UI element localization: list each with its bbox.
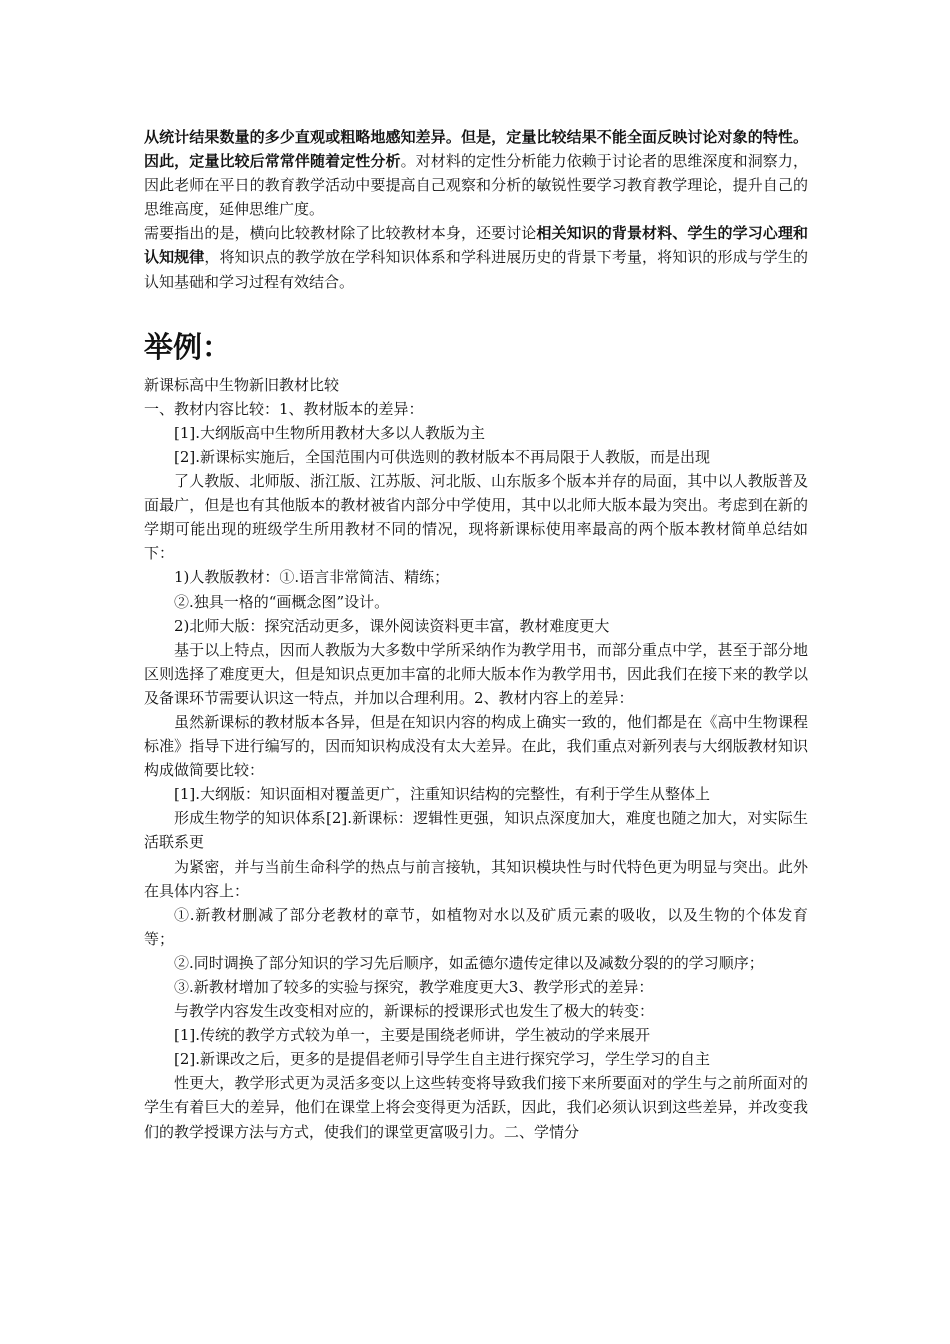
document-page	[144, 125, 808, 1144]
section-heading: 举例：	[144, 329, 232, 364]
body-line: [1].大纲版高中生物所用教材大多以人教版为主	[174, 423, 486, 442]
body-paragraph: 虽然新课标的教材版本各异，但是在知识内容的构成上确实一致的，他们都是在《高中生物课程标准》指导下进行编写的，因而知识构成没有太大差异。在此，我们重点对新列表与大纲版教材知识构成做简要比较：	[144, 712, 808, 780]
intro-bold-text: 从统计结果数量的多少直观或粗略地感知差异。但是，定量比较结果不能全面反映讨论对象的特性。因此，定量比较后常常伴随着定性分析	[144, 128, 808, 171]
body-paragraph: 为紧密，并与当前生命科学的热点与前言接轨，其知识模块性与时代特色更为明显与突出。此外在具体内容上：	[144, 857, 808, 900]
body-paragraph: 性更大，教学形式更为灵活多变以上这些转变将导致我们接下来所要面对的学生与之前所面对的学生有着巨大的差异，他们在课堂上将会变得更为活跃，因此，我们必须认识到这些差异，并改变我们的教学授课方法与方式，使我们的课堂更富吸引力。二、学情分	[144, 1074, 808, 1141]
body-line: [1].传统的教学方式较为单一，主要是围绕老师讲，学生被动的学来展开	[174, 1026, 651, 1045]
body-paragraph: 了人教版、北师版、浙江版、江苏版、河北版、山东版多个版本并存的局面，其中以人教版普及面最广，但是也有其他版本的教材被省内部分中学使用，其中以北师大版本最为突出。考虑到在新的学期可能出现的班级学生所用教材不同的情况，现将新课标使用率最高的两个版本教材简单总结如下：	[144, 472, 808, 563]
body-line: 1)人教版教材：①.语言非常简洁、精练；	[174, 568, 450, 587]
body-line: 与教学内容发生改变相对应的，新课标的授课形式也发生了极大的转变：	[174, 1002, 655, 1021]
body-line: ②.独具一格的“画概念图”设计。	[174, 592, 390, 611]
intro-paragraph-1	[144, 125, 808, 221]
intro-paragraph-2	[144, 221, 808, 293]
body-paragraph: ②.同时调换了部分知识的学习先后顺序，如孟德尔遗传定律以及减数分裂的的学习顺序；	[174, 953, 764, 972]
body-line: 新课标高中生物新旧教材比较	[144, 375, 340, 394]
body-paragraph: 基于以上特点，因而人教版为大多数中学所采纳作为教学用书，而部分重点中学，甚至于部分地区则选择了难度更大，但是知识点更加丰富的北师大版本作为教学用书，因此我们在接下来的教学以及备课环节需要认识这一特点，并加以合理利用。2、教材内容上的差异：	[144, 640, 808, 707]
body-paragraph: 形成生物学的知识体系[2].新课标：逻辑性更强，知识点深度加大，难度也随之加大，对实际生活联系更	[144, 809, 808, 852]
intro-text: ，将知识点的教学放在学科知识体系和学科进展历史的背景下考量，将知识的形成与学生的认知基础和学习过程有效结合。	[144, 248, 808, 291]
intro-bold-text: 相关知识的背景材料、学生的学习心理和认知规律	[144, 224, 808, 267]
body-line: 2)北师大版：探究活动更多，课外阅读资料更丰富，教材难度更大	[174, 616, 610, 635]
intro-text: 需要指出的是，横向比较教材除了比较教材本身，还要讨论	[144, 224, 537, 243]
body-paragraph: ①.新教材删减了部分老教材的章节，如植物对水以及矿质元素的吸收，以及生物的个体发育等；	[144, 905, 808, 948]
body-line: [1].大纲版：知识面相对覆盖更广，注重知识结构的完整性，有利于学生从整体上	[174, 785, 711, 804]
intro-text: 。对材料的定性分析能力依赖于讨论者的思维深度和洞察力，因此老师在平日的教育教学活动中要提高自己观察和分析的敏锐性要学习教育教学理论，提升自己的思维高度，延伸思维广度。	[144, 152, 808, 219]
body-line: ③.新教材增加了较多的实验与探究，教学难度更大3、教学形式的差异：	[174, 978, 654, 996]
body-line: [2].新课标实施后，全国范围内可供选则的教材版本不再局限于人教版，而是出现	[174, 447, 711, 466]
body-line: [2].新课改之后，更多的是提倡老师引导学生自主进行探究学习，学生学习的自主	[174, 1050, 711, 1069]
body-line: 一、教材内容比较：1、教材版本的差异：	[144, 399, 424, 418]
